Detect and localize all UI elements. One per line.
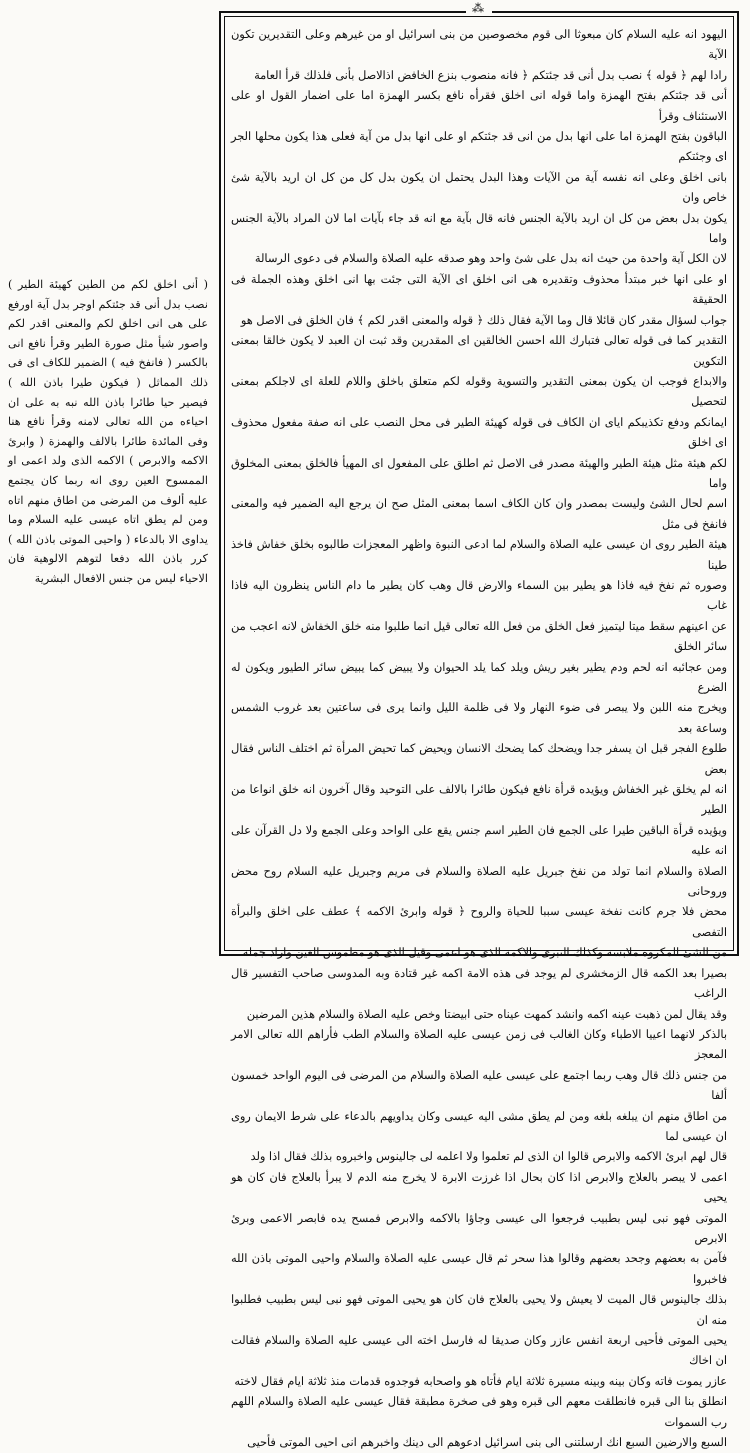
text-line: اسم لحال الشئ وليست بمصدر وان كان الكاف اسما بمعنى المثل صح ان يرجع اليه الضمير فيه والمعنى فانفخ فى مثل (231, 497, 727, 531)
margin-note (8, 275, 208, 589)
main-text-frame (219, 1, 739, 1450)
text-line: عن اعينهم سقط ميتا ليتميز فعل الخلق من فعل الله تعالى قيل انما طلبوا منه خلق الخفاش لانه اعجب من سائر الخلق (231, 619, 727, 654)
text-line: من الشئ المكروه ملابسة وكذلك التبرى والاكمه الذى هو اعمى وقيل الذى هو مطموس العين واراد جمله (242, 946, 727, 960)
text-line: اليهود انه عليه السلام كان مبعوثا الى قوم مخصوصين من بنى اسرائيل او من غيرهم وعلى التقديرين تكون الآية (231, 28, 727, 62)
text-line: التقدير كما فى قوله تعالى فتبارك الله احسن الخالقين اى المقدرين وقد ثبت ان العبد لا يكون خالقا بمعنى التكوين (231, 334, 727, 368)
text-line: يحيى الموتى فأحيى اربعة انفس عازر وكان صديقا له فارسل اخته الى عيسى عليه الصلاة والسلام فقالت ان اخاك (231, 1334, 727, 1368)
text-line: رادا لهم ﴿ قوله ﴾ نصب بدل أنى قد جئتكم ﴿ فانه منصوب بنزع الخافض اذالاصل بأنى فلذلك قرأ العامة (254, 68, 727, 82)
text-line: محض فلا جرم كانت نفخة عيسى سببا للحياة والروح ﴿ قوله وابرئ الاكمه ﴾ عطف على اخلق والبرأة التفصى (231, 905, 727, 939)
text-line: ايمانكم ودفع تكذيبكم اياى ان الكاف فى قوله كهيئة الطير فى محل النصب على انه صفة مفعول محذوف اى اخلق (231, 415, 727, 450)
text-line: لكم هيئة مثل هيئة الطير والهيئة مصدر فى الاصل ثم اطلق على المفعول اى المهيأ فالخلق بمعنى المخلوق واما (231, 456, 727, 490)
text-line: اعمى لا يبصر بالعلاج والابرص اذا كان بحال اذا غرزت الابرة لا يخرج منه الدم لا يبرأ بالعلاج فان كان هو يحيى (231, 1170, 727, 1205)
text-line: السبع والارضين السبع انك ارسلتنى الى بنى اسرائيل ادعوهم الى دينك واخبرهم انى احيى الموتى فأحيى (247, 1436, 727, 1450)
text-line: الموتى فهو نبى ليس بطبيب فرجعوا الى عيسى وجاؤا بالاكمه والابرص فمسح يده فابصر الاعمى وبرئ الابرص (231, 1211, 727, 1245)
text-line: بانى اخلق وعلى انه نفسه آية من الآيات وهذا البدل يحتمل ان يكون بدل كل من كل ان اريد بالآية شئ خاص وان (231, 170, 727, 205)
text-line: انطلق بنا الى قبره فانطلقت معهم الى قبره وهو فى صخرة مطبقة فقال عيسى عليه الصلاة والسلام اللهم رب السموات (231, 1395, 727, 1429)
text-line: قال لهم ابرئ الاكمه والابرص قالوا ان الذى لم تعلموا ولا اعلمه لى جالينوس واخبروه بذلك فقال اذا ولد (250, 1150, 727, 1164)
text-line: من جنس ذلك قال وهب ربما اجتمع على عيسى عليه الصلاة والسلام من المرضى فى اليوم الواحد خمسون ألفا (231, 1068, 727, 1103)
text-line: فآمن به بعضهم وجحد بعضهم وقالوا هذا سحر ثم قال عيسى عليه الصلاة والسلام واحيى الموتى باذن الله فاخبروا (231, 1252, 727, 1286)
main-text-body (231, 25, 727, 1450)
text-line: هيئة الطير روى ان عيسى عليه الصلاة والسلام لما ادعى النبوة واظهر المعجزات طالبوه بخلق خفاش فاخذ طينا (231, 538, 727, 572)
text-line: طلوع الفجر قبل ان يسفر جدا ويضحك كما يضحك الانسان ويحيض كما تحيض المرأة ثم اختلف الناس فقال بعض (231, 742, 727, 776)
text-line: أنى قد جئتكم بفتح الهمزة واما قوله انى اخلق فقرأه نافع بكسر الهمزة اما على اضمار القول او على الاستئناف وقرأ (231, 89, 727, 123)
text-line: انه لم يخلق غير الخفاش ويؤيده قرأة نافع فيكون طائرا بالالف على التوحيد وقال آخرون انه خلق انواعا من الطير (231, 783, 727, 817)
header-ornament: ⁂ (466, 1, 492, 15)
text-line: او على انها خبر مبتدأ محذوف وتقديره هى انى اخلق اى الآية التى جئت بها انى اخلق وهذه الجملة فى الحقيقة (231, 272, 727, 307)
text-line: والابداع فوجب ان يكون بمعنى التقدير والتسوية وقوله لكم متعلق باخلق واللام للعلة اى لاجلكم بمعنى لتحصيل (231, 374, 727, 409)
text-line: يكون بدل بعض من كل ان اريد بالآية الجنس فانه قال بآية مع انه قد جاء بآيات اما لان المراد بالآية الجنس واما (231, 211, 727, 246)
text-line: من اطاق منهم ان يبلغه بلغه ومن لم يطق مشى اليه عيسى وكان يداويهم بالدعاء على شرط الايمان روى ان عيسى لما (231, 1109, 727, 1143)
text-line: ويخرج منه اللبن ولا يبصر فى ضوء النهار ولا فى ظلمة الليل وانما يرى فى ساعتين بعد غروب الشمس وساعة بعد (231, 701, 727, 735)
text-line: عازر يموت فاته وكان بينه وبينه مسيرة ثلاثة ايام فأتاه هو واصحابه فوجدوه قدمات منذ ثلاثة ايام فقال لاخته (234, 1374, 727, 1388)
margin-note-text: ( أنى اخلق لكم من الطين كهيئة الطير ) نصب بدل أنى قد جئتكم اوجر بدل آية اورفع على هى انى اخلق لكم والمعنى اقدر لكم واصور شيأ مثل صورة الطير وقرأ نافع انى بالكسر ( فانفخ فيه ) الضمير للكاف اى فى ذلك المماثل ( فيكون طيرا باذن الله ) فيصير حيا طائرا باذن الله نبه به على ان احياءه من الله تعالى لامنه وقرأ نافع هنا وفى المائدة طائرا بالالف والهمزة ( وابرئ الاكمه والابرص ) الاكمه الذى ولد اعمى او الممسوح العين روى انه ربما كان يجتمع عليه ألوف من المرضى من اطاق منهم اتاه ومن لم يطق اتاه عيسى عليه السلام وما يداوى الا بالدعاء ( واحيى الموتى باذن الله ) كرر باذن الله دفعا لتوهم الالوهية فان الاحياء ليس من جنس الافعال البشرية (8, 278, 208, 585)
text-line: ومن عجائبه انه لحم ودم يطير بغير ريش ويلد كما يلد الحيوان ولا يبيض كما يبيض سائر الطيور ويكون له الضرع (231, 660, 727, 694)
text-line: بذلك جالينوس قال الميت لا يعيش ولا يحيى بالعلاج فان كان هو يحيى الموتى فهو نبى ليس بطبيب فطلبوا منه ان (231, 1293, 727, 1327)
text-line: وصوره ثم نفخ فيه فاذا هو يطير بين السماء والارض قال وهب كان يطير ما دام الناس ينظرون اليه فاذا غاب (231, 578, 727, 613)
text-line: جواب لسؤال مقدر كان قائلا قال وما الآية فقال ذلك ﴿ قوله والمعنى اقدر لكم ﴾ فان الخلق فى الاصل هو (240, 313, 727, 327)
text-line: ويؤيده قرأة الباقين طيرا على الجمع فان الطير اسم جنس يقع على الواحد وعلى الجمع ولا دل القرآن على انه عليه (231, 823, 727, 858)
text-line: بصيرا بعد الكمه قال الزمخشرى لم يوجد فى هذه الامة اكمه غير قتادة وبه المدوسى صاحب التفسير قال الراغب (231, 966, 727, 1001)
text-line: الباقون بفتح الهمزة اما على انها بدل من انى قد جئتكم او على انها بدل من آية فعلى هذا يكون محلها الجر اى وجئتكم (231, 130, 727, 164)
text-line: لان الكل آية واحدة من حيث انه بدل على شئ واحد وهو صدقه عليه الصلاة والسلام فى دعوى الرسالة (254, 252, 727, 266)
text-line: وقد يقال لمن ذهبت عينه اكمه وانشد كمهت عيناه حتى ابيضتا وخص عليه الصلاة والسلام هذين المرضين (246, 1007, 727, 1021)
text-line: بالذكر لانهما اعييا الاطباء وكان الغالب فى زمن عيسى عليه الصلاة والسلام الطب فأراهم الله تعالى الامر المعجز (231, 1027, 727, 1062)
text-line: الصلاة والسلام انما تولد من نفخ جبريل عليه الصلاة والسلام فى مريم وجبريل عليه السلام روح محض وروحانى (231, 864, 727, 899)
